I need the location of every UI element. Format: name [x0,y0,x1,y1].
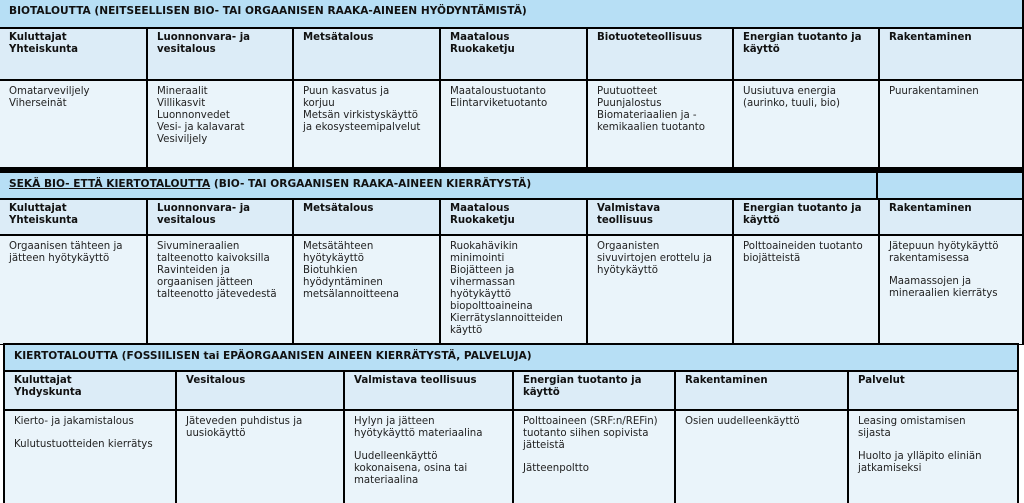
list-item: Luonnonvedet [157,110,230,121]
list-item: talteenotto jätevedestä [157,289,277,300]
column-body [880,236,1022,344]
column-header-line: Rakentaminen [889,203,972,214]
list-item: materiaalina [354,475,419,486]
column-header [588,29,732,79]
list-item: kemikaalien tuotanto [597,122,705,133]
column-header-line: Yhteiskunta [9,215,78,226]
list-item: rakentamisessa [889,253,970,264]
list-item: Kierto- ja jakamistalous [14,416,134,427]
list-item: hyötykäyttö [450,289,511,300]
list-item: talteenotto kaivoksilla [157,253,270,264]
column-header-line: Yhteiskunta [9,44,78,55]
list-item: Ruokahävikin [450,241,519,252]
list-item: Viherseinät [9,98,67,109]
column-header [849,372,1017,409]
section-title [0,173,876,198]
list-item: Polttoaineen (SRF:n/REFin) [523,416,658,427]
column-header-line: vesitalous [157,44,216,55]
list-item: Puunjalostus [597,98,662,109]
list-item: biojätteistä [743,253,801,264]
list-item: Uusiutuva energia [743,86,837,97]
column-header-line: käyttö [523,387,560,398]
list-item: Villikasvit [157,98,206,109]
section-title: KIERTOTALOUTTA (FOSSIILISEN tai EPÄORGAANISEN AINEEN KIERRÄTYSTÄ, PALVELUJA) [5,345,1017,370]
column-header-line: Kuluttajat [14,375,72,386]
column-body [588,236,732,344]
spacer [14,428,169,439]
column-header [880,200,1022,234]
list-item: Jätteenpoltto [523,463,589,474]
list-item: Biojätteen ja [450,265,515,276]
list-item: mineraalien kierrätys [889,288,998,299]
column-header-line: Biotuoteteollisuus [597,32,703,43]
list-item: hyötykäyttö materiaalina [354,428,483,439]
column-header-line: Vesitalous [186,375,246,386]
column-header-line: Ruokaketju [450,215,515,226]
column-body [734,81,878,167]
column-header [148,200,292,234]
column-body [441,81,586,167]
list-item: Vesi- ja kalavarat [157,122,245,133]
column-body [849,411,1017,503]
column-body [734,236,878,344]
column-header-line: Ruokaketju [450,44,515,55]
column-header-line: Energian tuotanto ja [523,375,642,386]
column-header-line: Energian tuotanto ja [743,203,862,214]
column-body [0,81,146,167]
list-item: Osien uudelleenkäyttö [685,416,800,427]
list-item: korjuu [303,98,335,109]
list-item: hyötykäyttö [303,253,364,264]
column-body [148,236,292,344]
section-circular-economy [3,343,1019,503]
list-item: Puurakentaminen [889,86,979,97]
column-body [5,411,175,503]
list-item: Orgaanisen tähteen ja [9,241,123,252]
column-body [294,236,439,344]
column-header [734,200,878,234]
spacer [523,452,668,463]
section-title-emphasis: SEKÄ BIO- ETTÄ KIERTOTALOUTTA [9,178,211,190]
list-item: hyötykäyttö [597,265,658,276]
list-item: Leasing omistamisen [858,416,966,427]
column-header [676,372,847,409]
column-header-line: Valmistava [597,203,661,214]
list-item: ja ekosysteemipalvelut [303,122,421,133]
list-item: Mineraalit [157,86,208,97]
column-body [0,236,146,344]
column-header-line: käyttö [743,44,780,55]
list-item: Metsätähteen [303,241,374,252]
list-item: Puutuotteet [597,86,658,97]
column-header-line: Luonnonvara- ja [157,32,251,43]
list-item: Uudelleenkäyttö [354,451,438,462]
section-title: BIOTALOUTTA (NEITSEELLISEN BIO- TAI ORGAANISEN RAAKA-AINEEN HYÖDYNTÄMISTÄ) [0,0,1022,27]
list-item: Vesiviljely [157,134,208,145]
list-item: Jäteveden puhdistus ja [186,416,303,427]
list-item: Metsän virkistyskäyttö [303,110,418,121]
column-header-line: teollisuus [597,215,653,226]
column-header [294,200,439,234]
column-header-line: Palvelut [858,375,905,386]
column-header [588,200,732,234]
column-header [441,200,586,234]
list-item: minimointi [450,253,505,264]
column-header-line: Valmistava teollisuus [354,375,477,386]
column-header-line: Maatalous [450,32,510,43]
list-item: jatkamiseksi [858,463,922,474]
column-body [148,81,292,167]
list-item: Elintarviketuotanto [450,98,548,109]
list-item: Puun kasvatus ja [303,86,390,97]
spacer [354,440,506,451]
column-body [294,81,439,167]
column-header-line: Metsätalous [303,203,374,214]
list-item: metsälannoitteena [303,289,400,300]
list-item: Kulutustuotteiden kierrätys [14,439,153,450]
list-item: Polttoaineiden tuotanto [743,241,863,252]
list-item: uusiokäyttö [186,428,246,439]
list-item: Maamassojen ja [889,276,972,287]
list-item: tuotanto siihen sopivista [523,428,649,439]
column-header-line: käyttö [743,215,780,226]
list-item: Biotuhkien [303,265,358,276]
column-header [441,29,586,79]
column-header [148,29,292,79]
list-item: jätteen hyötykäyttö [9,253,110,264]
list-item: Sivumineraalien [157,241,240,252]
list-item: sijasta [858,428,891,439]
list-item: orgaanisen jätteen [157,277,253,288]
column-header [514,372,674,409]
column-header [0,29,146,79]
column-body [441,236,586,344]
list-item: vihermassan [450,277,516,288]
list-item: hyödyntäminen [303,277,383,288]
section-bio-and-circular [0,170,1024,345]
list-item: Jätepuun hyötykäyttö [889,241,999,252]
list-item: Hylyn ja jätteen [354,416,435,427]
list-item: Maataloustuotanto [450,86,546,97]
column-header [345,372,512,409]
section-bioeconomy [0,0,1024,170]
column-header-line: Kuluttajat [9,203,67,214]
list-item: jätteistä [523,440,565,451]
list-item: Omatarveviljely [9,86,90,97]
spacer [858,440,1011,451]
column-header-line: Kuluttajat [9,32,67,43]
list-item: sivuvirtojen erottelu ja [597,253,713,264]
column-header-line: Metsätalous [303,32,374,43]
column-body [588,81,732,167]
list-item: Biomateriaalien ja - [597,110,697,121]
column-body [676,411,847,503]
column-body [514,411,674,503]
column-header [0,200,146,234]
column-body [345,411,512,503]
list-item: kokonaisena, osina tai [354,463,468,474]
list-item: Ravinteiden ja [157,265,231,276]
list-item: (aurinko, tuuli, bio) [743,98,840,109]
list-item: Kierrätyslannoitteiden [450,313,563,324]
section-title-rest: (BIO- TAI ORGAANISEN RAAKA-AINEEN KIERRÄTYSTÄ) [210,178,532,190]
column-header [880,29,1022,79]
list-item: Orgaanisten [597,241,660,252]
list-item: käyttö [450,325,483,336]
column-header-line: Yhdyskunta [14,387,82,398]
column-header-line: Rakentaminen [685,375,768,386]
column-header [177,372,343,409]
column-header-line: Energian tuotanto ja [743,32,862,43]
column-header-line: Rakentaminen [889,32,972,43]
column-header-line: vesitalous [157,215,216,226]
column-header [734,29,878,79]
column-header-line: Maatalous [450,203,510,214]
column-header [5,372,175,409]
column-header-line: Luonnonvara- ja [157,203,251,214]
section-title-extension [878,173,1022,198]
spacer [889,265,1016,276]
list-item: Huolto ja ylläpito eliniän [858,451,982,462]
column-body [880,81,1022,167]
column-header [294,29,439,79]
list-item: biopolttoaineina [450,301,533,312]
column-body [177,411,343,503]
